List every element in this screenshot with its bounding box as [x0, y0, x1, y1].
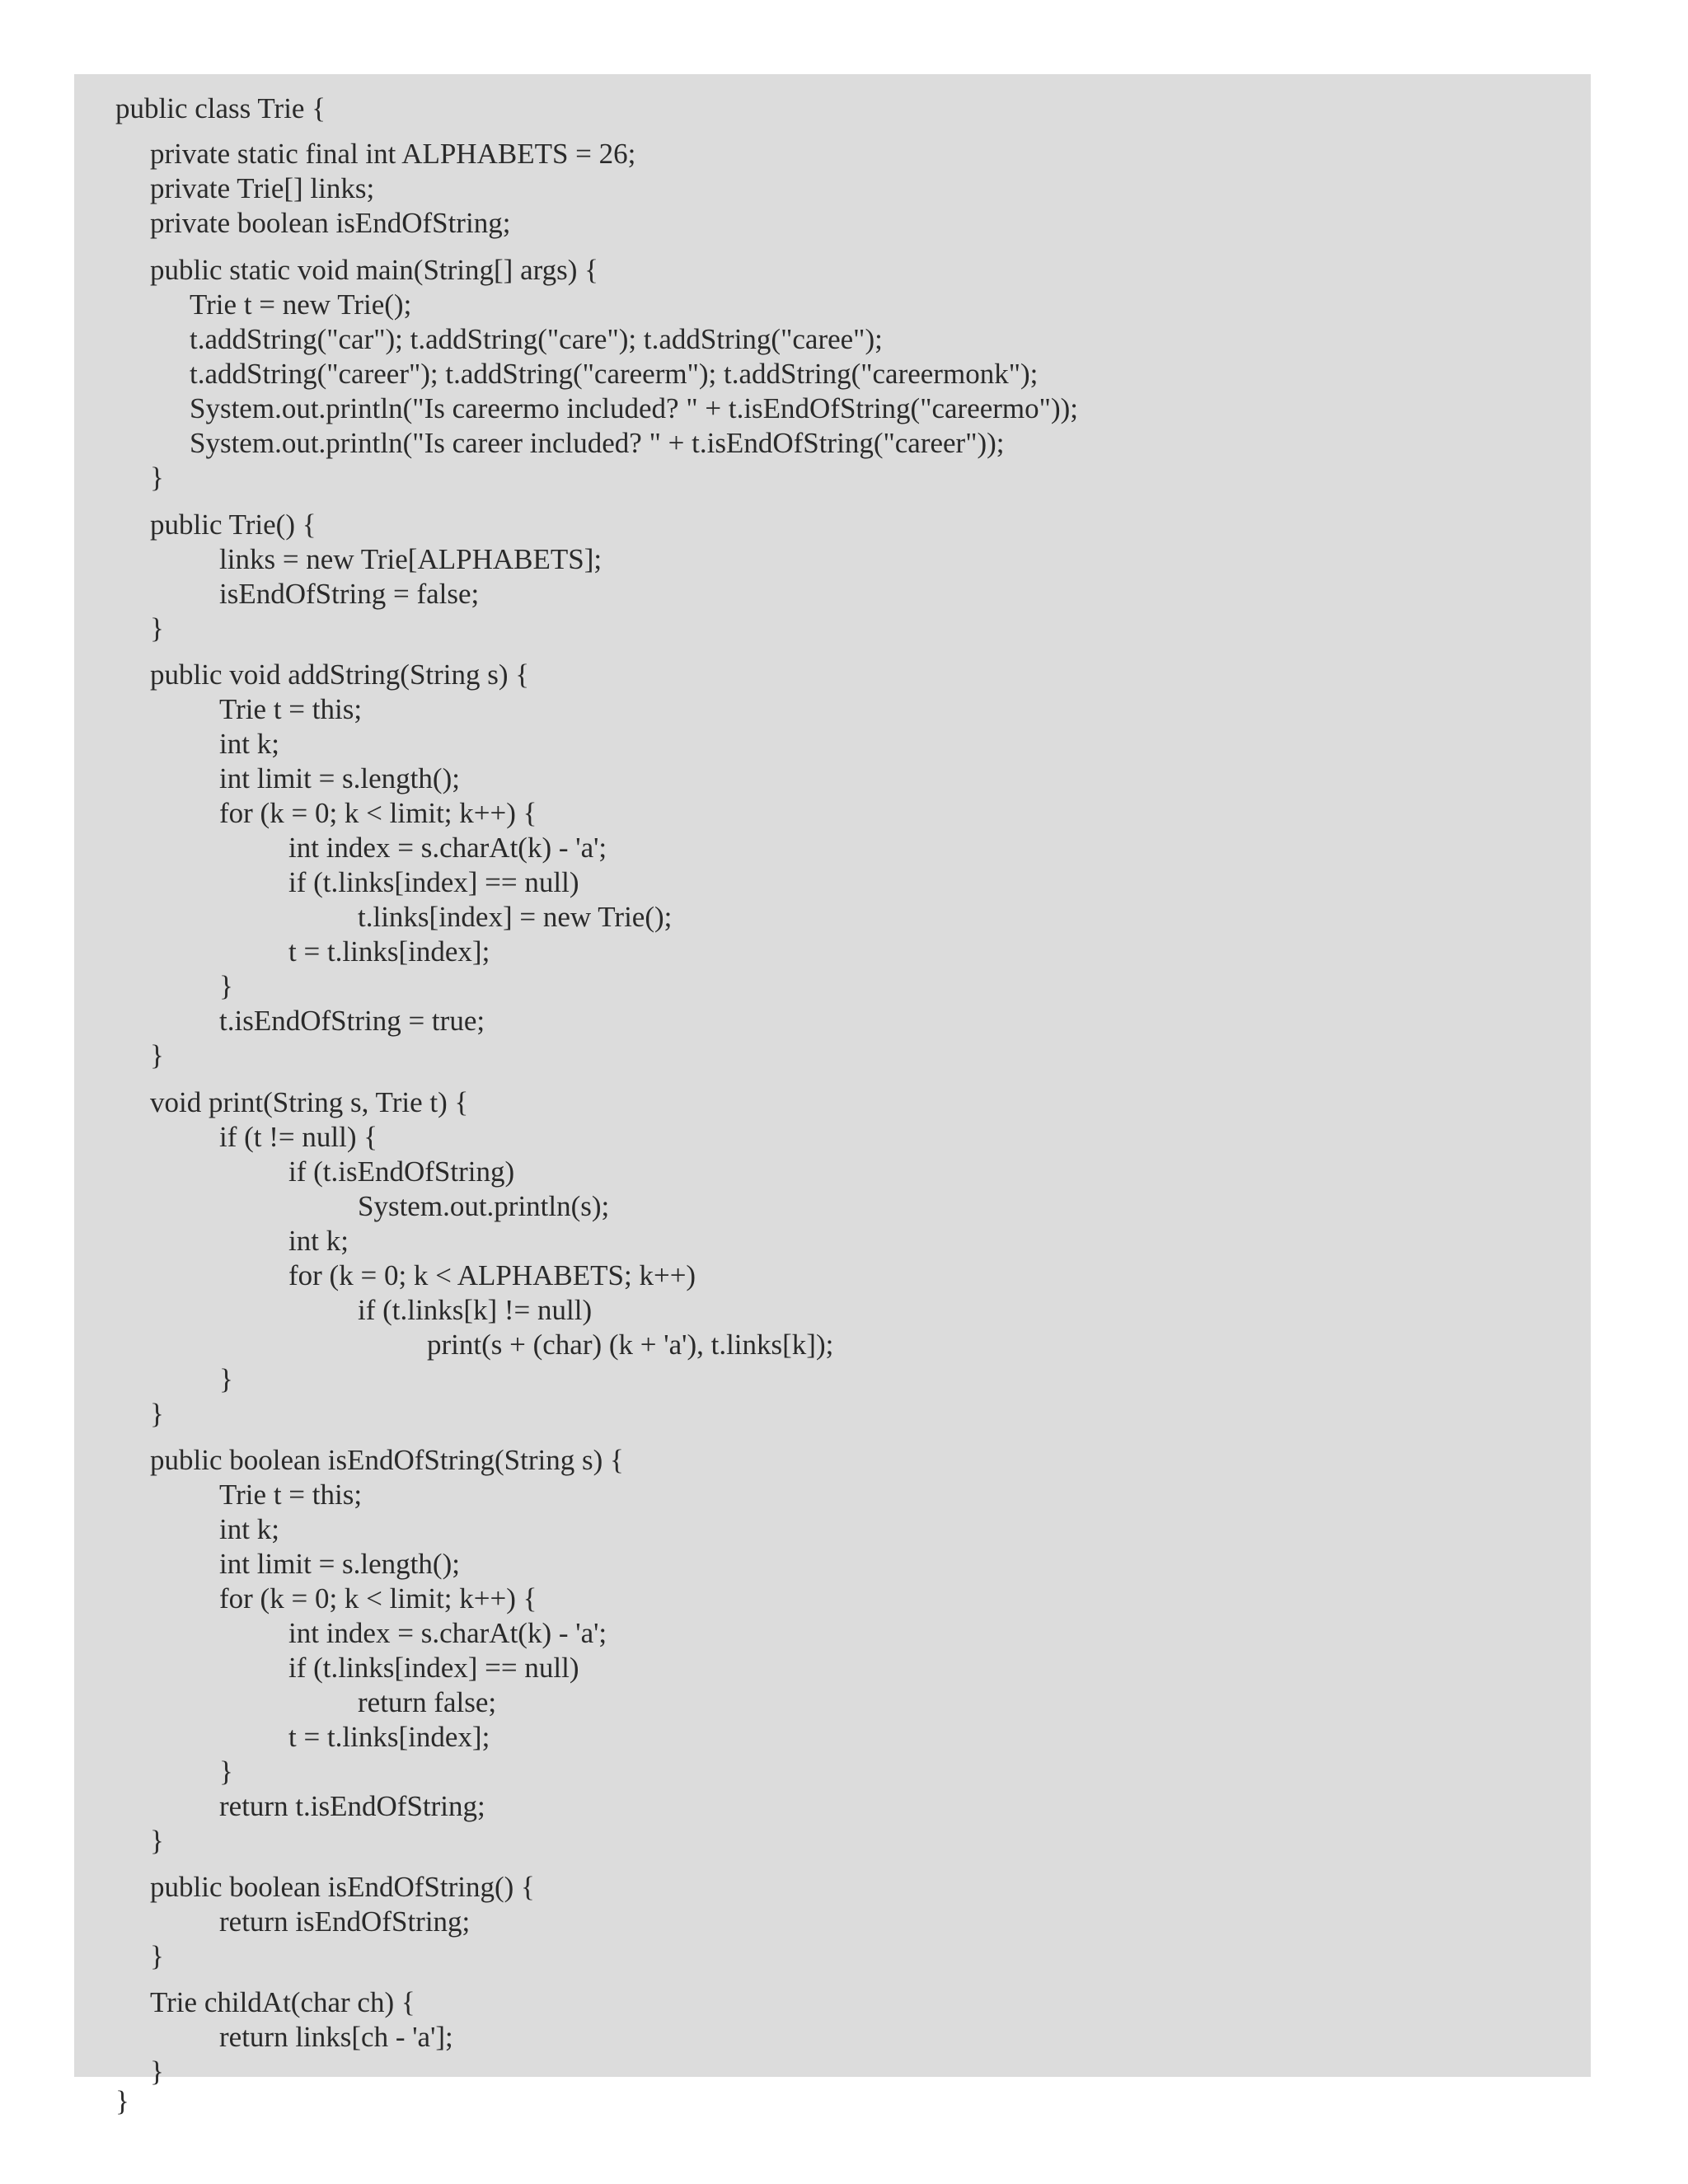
code-line: t = t.links[index]; — [288, 1721, 490, 1753]
code-listing-panel — [74, 74, 1591, 2117]
code-line: public class Trie { — [115, 92, 326, 124]
code-line: Trie t = this; — [219, 693, 363, 725]
code-line: public boolean isEndOfString(String s) { — [150, 1444, 624, 1476]
code-line: } — [150, 1398, 164, 1430]
code-line: links = new Trie[ALPHABETS]; — [219, 543, 603, 575]
code-line: t.addString("car"); t.addString("care"); t.addString("caree"); — [190, 323, 883, 355]
code-line: return isEndOfString; — [219, 1905, 471, 1938]
code-line: int index = s.charAt(k) - 'a'; — [288, 1617, 607, 1649]
code-line: int limit = s.length(); — [219, 762, 460, 794]
code-line: int k; — [219, 1513, 279, 1545]
code-line: } — [150, 612, 164, 644]
code-line: System.out.println(s); — [358, 1190, 610, 1222]
code-line: t = t.links[index]; — [288, 935, 490, 968]
code-line: int index = s.charAt(k) - 'a'; — [288, 832, 607, 864]
code-line: } — [219, 1363, 233, 1395]
code-line: if (t.links[k] != null) — [358, 1294, 593, 1326]
code-line: if (t.links[index] == null) — [288, 1652, 579, 1684]
code-line: t.links[index] = new Trie(); — [358, 901, 673, 933]
code-line: for (k = 0; k < limit; k++) { — [219, 797, 537, 829]
code-line: private Trie[] links; — [150, 172, 375, 204]
code-line: Trie childAt(char ch) { — [150, 1986, 415, 2018]
code-line: void print(String s, Trie t) { — [150, 1086, 469, 1118]
code-line: return false; — [358, 1686, 497, 1718]
code-line: for (k = 0; k < limit; k++) { — [219, 1582, 537, 1615]
code-line: } — [150, 462, 164, 494]
code-line: return links[ch - 'a']; — [219, 2021, 453, 2053]
code-line: } — [219, 1755, 233, 1788]
code-line: Trie t = new Trie(); — [190, 288, 412, 321]
code-line: if (t.isEndOfString) — [288, 1155, 515, 1188]
code-line: Trie t = this; — [219, 1479, 363, 1511]
code-line: } — [150, 1825, 164, 1857]
code-line: } — [150, 2055, 164, 2088]
code-line: } — [150, 1039, 164, 1071]
code-line: private boolean isEndOfString; — [150, 207, 511, 239]
code-line: } — [115, 2085, 129, 2117]
code-line: t.addString("career"); t.addString("careerm"); t.addString("careermonk"); — [190, 358, 1039, 390]
code-line: if (t != null) { — [219, 1121, 378, 1153]
code-line: t.isEndOfString = true; — [219, 1005, 485, 1037]
code-line: public boolean isEndOfString() { — [150, 1871, 535, 1903]
code-line: int limit = s.length(); — [219, 1548, 460, 1580]
code-line: print(s + (char) (k + 'a'), t.links[k]); — [427, 1329, 834, 1361]
code-line: int k; — [219, 728, 279, 760]
code-line: if (t.links[index] == null) — [288, 866, 579, 898]
code-line: return t.isEndOfString; — [219, 1790, 485, 1822]
code-line: for (k = 0; k < ALPHABETS; k++) — [288, 1259, 696, 1291]
code-line: } — [150, 1940, 164, 1972]
code-line: } — [219, 970, 233, 1002]
code-line: public Trie() { — [150, 509, 316, 541]
code-line: public void addString(String s) { — [150, 658, 530, 691]
code-line: private static final int ALPHABETS = 26; — [150, 138, 636, 170]
code-line: public static void main(String[] args) { — [150, 254, 598, 286]
code-line: System.out.println("Is career included? " + t.isEndOfString("career")); — [190, 427, 1005, 459]
code-line: System.out.println("Is careermo included? " + t.isEndOfString("careermo")); — [190, 392, 1078, 424]
code-line: isEndOfString = false; — [219, 578, 480, 610]
code-line: int k; — [288, 1225, 349, 1257]
